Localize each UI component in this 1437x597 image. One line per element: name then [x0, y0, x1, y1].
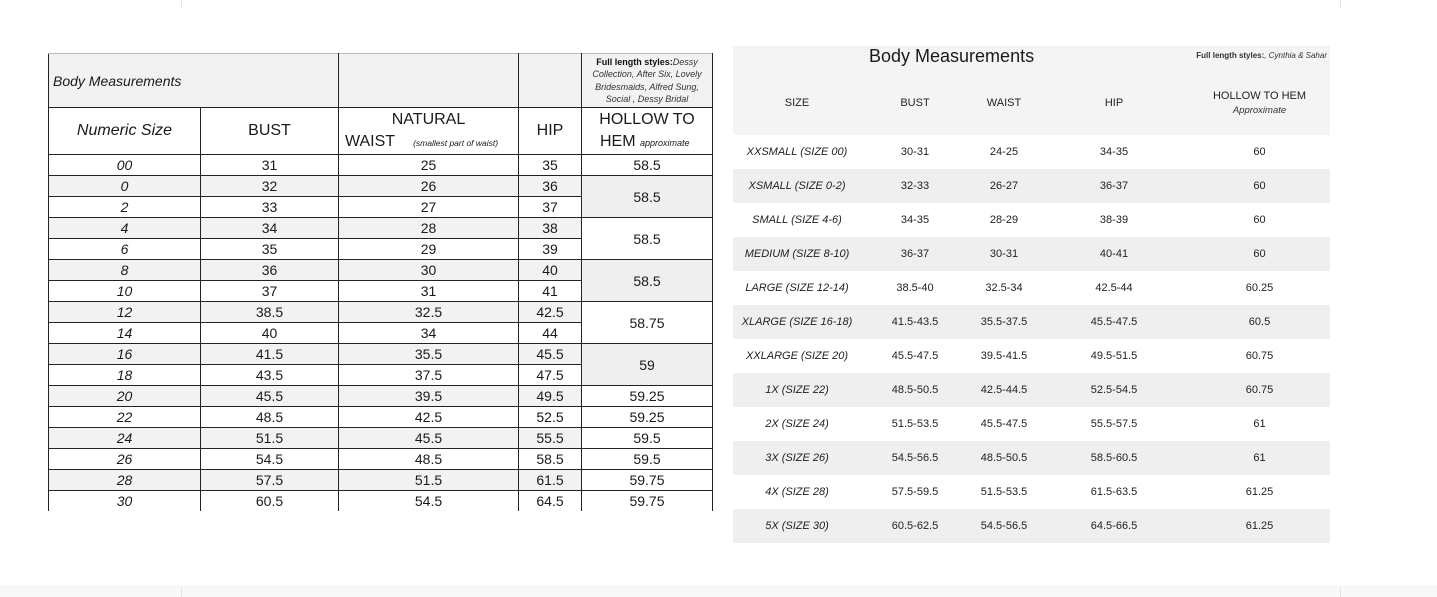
cell-bust: 60.5-62.5 [861, 509, 969, 543]
cell-hem: 60 [1189, 237, 1330, 271]
table-row [733, 237, 1330, 271]
cell-size: XSMALL (SIZE 0-2) [733, 169, 861, 203]
cell-size: 26 [49, 449, 201, 470]
cell-bust: 48.5-50.5 [861, 373, 969, 407]
cell-size: 2 [49, 197, 201, 218]
table-row [733, 339, 1330, 373]
table-row [49, 470, 713, 491]
cell-waist: 34 [339, 323, 519, 344]
cell-hip: 52.5 [519, 407, 582, 428]
cell-hip: 52.5-54.5 [1039, 373, 1189, 407]
cell-bust: 38.5 [201, 302, 339, 323]
right-chart-title: Body Measurements [869, 46, 1035, 66]
table-row [49, 155, 713, 176]
cell-waist: 45.5 [339, 428, 519, 449]
cell-size: 8 [49, 260, 201, 281]
cell-hip: 61.5-63.5 [1039, 475, 1189, 509]
cell-size: SMALL (SIZE 4-6) [733, 203, 861, 237]
cell-bust: 41.5-43.5 [861, 305, 969, 339]
cell-size: LARGE (SIZE 12-14) [733, 271, 861, 305]
header-waist-line2: WAIST [345, 132, 396, 150]
cell-size: 0 [49, 176, 201, 197]
cell-bust: 32-33 [861, 169, 969, 203]
cell-hollow-to-hem: 59.5 [582, 449, 713, 470]
cell-size: 14 [49, 323, 201, 344]
cell-bust: 45.5 [201, 386, 339, 407]
cell-hip: 40-41 [1039, 237, 1189, 271]
cell-bust: 48.5 [201, 407, 339, 428]
cell-waist: 48.5 [339, 449, 519, 470]
cell-hip: 49.5-51.5 [1039, 339, 1189, 373]
cell-hip: 36 [519, 176, 582, 197]
cell-waist: 29 [339, 239, 519, 260]
cell-waist: 51.5 [339, 470, 519, 491]
cell-hollow-to-hem: 59.75 [582, 470, 713, 491]
cell-hem: 60.75 [1189, 339, 1330, 373]
cell-bust: 57.5 [201, 470, 339, 491]
cell-hem: 60.75 [1189, 373, 1330, 407]
frame-corner-bottom-left [181, 587, 182, 597]
table-row [49, 344, 713, 365]
cell-bust: 34 [201, 218, 339, 239]
table-row [733, 509, 1330, 543]
cell-hip: 55.5-57.5 [1039, 407, 1189, 441]
cell-waist: 31 [339, 281, 519, 302]
cell-hip: 38-39 [1039, 203, 1189, 237]
header-hem-note: approximate [640, 137, 690, 148]
cell-bust: 54.5-56.5 [861, 441, 969, 475]
cell-size: 5X (SIZE 30) [733, 509, 861, 543]
cell-waist: 39.5 [339, 386, 519, 407]
cell-hip: 45.5 [519, 344, 582, 365]
header-hem-line1: HOLLOW TO [599, 110, 695, 128]
header-natural-waist [339, 108, 519, 155]
right-header-waist: WAIST [969, 46, 1039, 135]
cell-hem: 60.5 [1189, 305, 1330, 339]
cell-waist: 26 [339, 176, 519, 197]
table-row [733, 475, 1330, 509]
frame-corner-bottom-right [1340, 587, 1341, 597]
cell-bust: 45.5-47.5 [861, 339, 969, 373]
cell-size: 1X (SIZE 22) [733, 373, 861, 407]
cell-size: 22 [49, 407, 201, 428]
cell-waist: 54.5 [339, 491, 519, 512]
cell-hip: 61.5 [519, 470, 582, 491]
cell-hip: 38 [519, 218, 582, 239]
left-chart-title: Body Measurements [49, 54, 339, 108]
cell-bust: 57.5-59.5 [861, 475, 969, 509]
cell-hem: 60 [1189, 135, 1330, 169]
table-row [49, 218, 713, 239]
table-row [49, 407, 713, 428]
cell-hip: 36-37 [1039, 169, 1189, 203]
right-header-size: SIZE [733, 46, 861, 135]
cell-size: 24 [49, 428, 201, 449]
cell-hip: 64.5-66.5 [1039, 509, 1189, 543]
table-row [733, 169, 1330, 203]
cell-hollow-to-hem: 58.75 [582, 302, 713, 344]
cell-bust: 35 [201, 239, 339, 260]
cell-bust: 51.5-53.5 [861, 407, 969, 441]
bottom-strip [0, 585, 1437, 597]
cell-hollow-to-hem: 59.25 [582, 407, 713, 428]
cell-bust: 30-31 [861, 135, 969, 169]
header-waist-note: (smallest part of waist) [413, 137, 499, 148]
table-row [733, 373, 1330, 407]
cell-waist: 42.5 [339, 407, 519, 428]
frame-corner-top-left [181, 0, 182, 7]
header-numeric-size: Numeric Size [49, 108, 201, 155]
header-hollow-to-hem [582, 108, 713, 155]
cell-hollow-to-hem: 58.5 [582, 176, 713, 218]
left-size-chart [48, 53, 713, 511]
cell-hem: 61.25 [1189, 475, 1330, 509]
cell-hip: 41 [519, 281, 582, 302]
cell-hem: 61 [1189, 407, 1330, 441]
styles-note-label: Full length styles: [596, 56, 673, 67]
right-header-hem-label: HOLLOW TO HEM [1212, 90, 1307, 102]
right-header-hip: HIP [1039, 46, 1189, 135]
cell-hollow-to-hem: 58.5 [582, 218, 713, 260]
table-row [733, 305, 1330, 339]
table-row [733, 203, 1330, 237]
table-row [49, 428, 713, 449]
cell-waist: 28 [339, 218, 519, 239]
cell-hollow-to-hem: 59.75 [582, 491, 713, 512]
cell-hip: 35 [519, 155, 582, 176]
cell-waist: 24-25 [969, 135, 1039, 169]
cell-hem: 61.25 [1189, 509, 1330, 543]
cell-size: XLARGE (SIZE 16-18) [733, 305, 861, 339]
cell-size: 6 [49, 239, 201, 260]
cell-hip: 44 [519, 323, 582, 344]
cell-waist: 35.5-37.5 [969, 305, 1039, 339]
cell-hem: 61 [1189, 441, 1330, 475]
cell-waist: 54.5-56.5 [969, 509, 1039, 543]
cell-hip: 58.5-60.5 [1039, 441, 1189, 475]
header-hem-line2: HEM [600, 132, 636, 150]
cell-bust: 34-35 [861, 203, 969, 237]
cell-waist: 30-31 [969, 237, 1039, 271]
cell-size: 16 [49, 344, 201, 365]
cell-bust: 41.5 [201, 344, 339, 365]
right-header-bust: BUST [861, 46, 969, 135]
frame-corner-top-right [1340, 0, 1341, 7]
cell-waist: 45.5-47.5 [969, 407, 1039, 441]
cell-waist: 35.5 [339, 344, 519, 365]
cell-bust: 33 [201, 197, 339, 218]
cell-bust: 37 [201, 281, 339, 302]
table-row [733, 407, 1330, 441]
cell-waist: 25 [339, 155, 519, 176]
header-bust: BUST [201, 108, 339, 155]
cell-hip: 39 [519, 239, 582, 260]
cell-hip: 37 [519, 197, 582, 218]
table-row [49, 260, 713, 281]
cell-hip: 47.5 [519, 365, 582, 386]
cell-hip: 64.5 [519, 491, 582, 512]
cell-waist: 48.5-50.5 [969, 441, 1039, 475]
cell-hip: 49.5 [519, 386, 582, 407]
cell-waist: 30 [339, 260, 519, 281]
cell-hip: 40 [519, 260, 582, 281]
cell-waist: 37.5 [339, 365, 519, 386]
cell-bust: 38.5-40 [861, 271, 969, 305]
table-row [49, 176, 713, 197]
cell-hollow-to-hem: 59.5 [582, 428, 713, 449]
cell-bust: 31 [201, 155, 339, 176]
cell-waist: 51.5-53.5 [969, 475, 1039, 509]
cell-bust: 36 [201, 260, 339, 281]
cell-bust: 36-37 [861, 237, 969, 271]
cell-bust: 51.5 [201, 428, 339, 449]
cell-size: 18 [49, 365, 201, 386]
cell-size: 10 [49, 281, 201, 302]
cell-size: XXSMALL (SIZE 00) [733, 135, 861, 169]
table-row [49, 386, 713, 407]
cell-size: 4X (SIZE 28) [733, 475, 861, 509]
cell-size: 28 [49, 470, 201, 491]
cell-size: 3X (SIZE 26) [733, 441, 861, 475]
cell-hip: 42.5 [519, 302, 582, 323]
cell-waist: 27 [339, 197, 519, 218]
left-chart-styles-note [582, 54, 713, 108]
cell-size: MEDIUM (SIZE 8-10) [733, 237, 861, 271]
table-row [49, 491, 713, 512]
cell-size: 12 [49, 302, 201, 323]
cell-bust: 40 [201, 323, 339, 344]
header-waist-line1: NATURAL [391, 110, 466, 128]
table-row [733, 441, 1330, 475]
cell-size: 2X (SIZE 24) [733, 407, 861, 441]
right-styles-note-label: Full length styles: [1196, 51, 1265, 60]
right-styles-note-text: , Cynthia & Sahar [1264, 51, 1327, 60]
cell-bust: 60.5 [201, 491, 339, 512]
right-header-hem-note: Approximate [1232, 105, 1287, 116]
table-row [733, 135, 1330, 169]
table-row [49, 302, 713, 323]
cell-waist: 26-27 [969, 169, 1039, 203]
cell-hem: 60 [1189, 203, 1330, 237]
cell-hip: 58.5 [519, 449, 582, 470]
cell-hip: 42.5-44 [1039, 271, 1189, 305]
empty-header-cell [339, 54, 519, 108]
right-chart-styles-note [1196, 51, 1327, 60]
cell-waist: 39.5-41.5 [969, 339, 1039, 373]
cell-size: 20 [49, 386, 201, 407]
cell-hip: 34-35 [1039, 135, 1189, 169]
cell-hip: 45.5-47.5 [1039, 305, 1189, 339]
cell-waist: 42.5-44.5 [969, 373, 1039, 407]
cell-size: 00 [49, 155, 201, 176]
cell-hem: 60.25 [1189, 271, 1330, 305]
table-row [733, 271, 1330, 305]
cell-waist: 32.5 [339, 302, 519, 323]
cell-bust: 32 [201, 176, 339, 197]
cell-size: 30 [49, 491, 201, 512]
cell-hollow-to-hem: 59.25 [582, 386, 713, 407]
right-size-chart [733, 46, 1330, 543]
cell-size: 4 [49, 218, 201, 239]
cell-bust: 43.5 [201, 365, 339, 386]
empty-header-cell [519, 54, 582, 108]
cell-size: XXLARGE (SIZE 20) [733, 339, 861, 373]
cell-hollow-to-hem: 58.5 [582, 260, 713, 302]
cell-hollow-to-hem: 58.5 [582, 155, 713, 176]
cell-hip: 55.5 [519, 428, 582, 449]
cell-waist: 28-29 [969, 203, 1039, 237]
cell-waist: 32.5-34 [969, 271, 1039, 305]
cell-bust: 54.5 [201, 449, 339, 470]
table-row [49, 449, 713, 470]
cell-hollow-to-hem: 59 [582, 344, 713, 386]
styles-note-text: Dessy Collection, After Six, Lovely Bridesmaids, Alfred Sung, Social , Dessy Bridal [592, 56, 702, 104]
header-hip: HIP [519, 108, 582, 155]
cell-hem: 60 [1189, 169, 1330, 203]
